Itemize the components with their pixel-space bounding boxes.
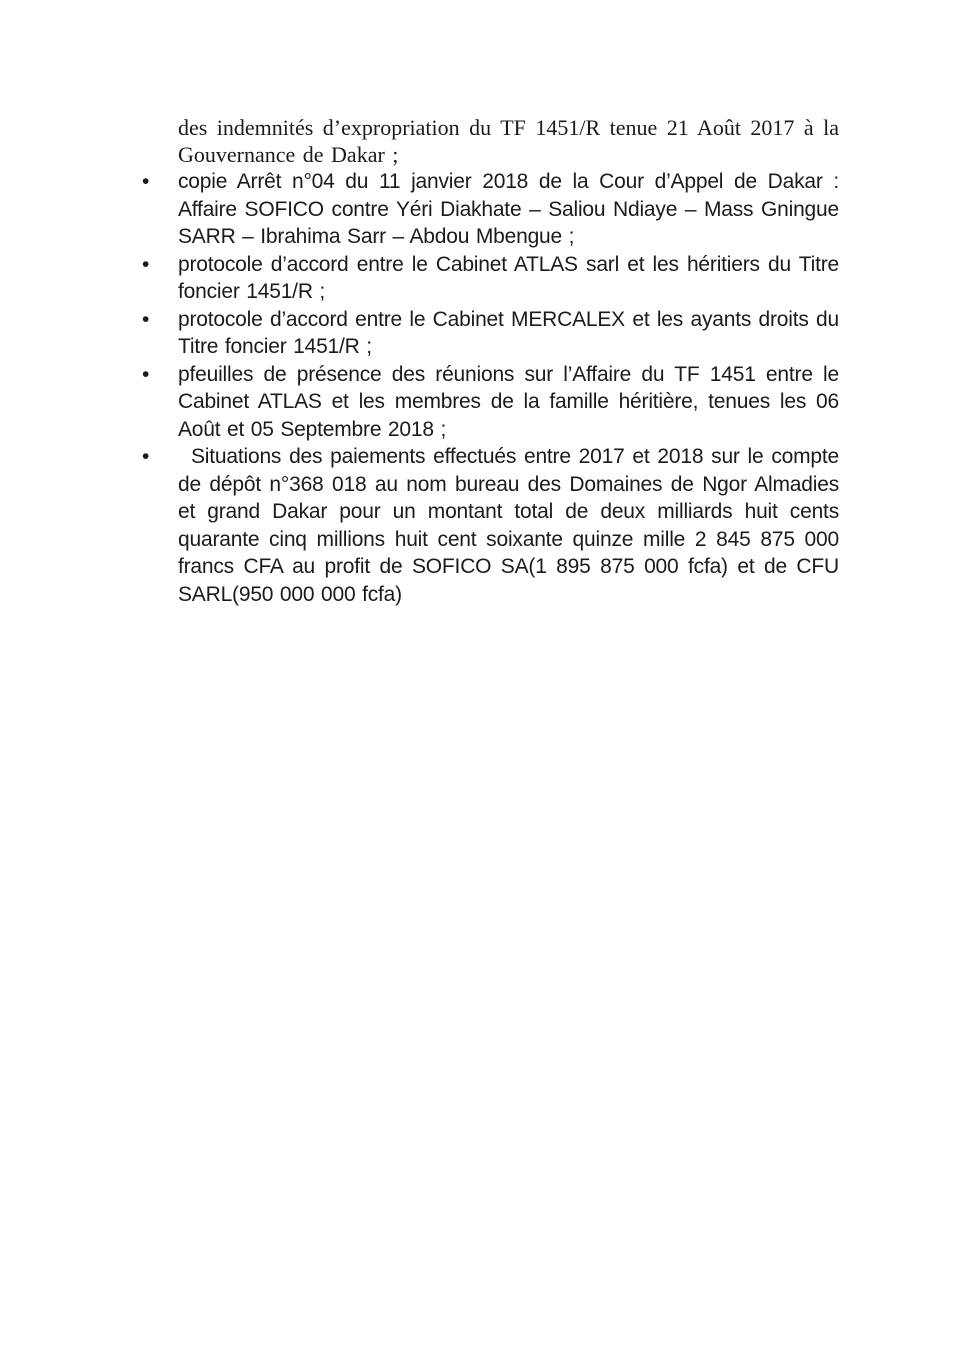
list-item	[142, 443, 839, 608]
bullet-text: Situations des paiements effectués entre 2017 et 2018 sur le compte de dépôt n°368 018 au nom bureau des Domaines de Ngor Almadies et grand Dakar pour un montant total de deux milliards huit cents quarante cinq millions huit cent soixante quinze mille 2 845 875 000 francs CFA au profit de SOFICO SA(1 895 875 000 fcfa) et de CFU SARL(950 000 000 fcfa)	[178, 445, 839, 606]
document-content	[142, 114, 839, 608]
bullet-icon: •	[142, 362, 150, 386]
bullet-text: protocole d’accord entre le Cabinet MERCALEX et les ayants droits du Titre foncier 1451/R ;	[178, 307, 839, 358]
list-item	[142, 168, 839, 251]
list-item	[142, 361, 839, 444]
bullet-text: copie Arrêt n°04 du 11 janvier 2018 de la Cour d’Appel de Dakar : Affaire SOFICO contre Yéri Diakhate – Saliou Ndiaye – Mass Gningue SARR – Ibrahima Sarr – Abdou Mbengue ;	[178, 170, 839, 248]
bullet-icon: •	[142, 170, 150, 193]
bullet-icon: •	[142, 307, 150, 331]
intro-paragraph: des indemnités d’expropriation du TF 1451/R tenue 21 Août 2017 à la Gouvernance de Dakar ;	[178, 115, 839, 167]
bullet-icon: •	[142, 445, 150, 468]
bullet-text: pfeuilles de présence des réunions sur l’Affaire du TF 1451 entre le Cabinet ATLAS et les membres de la famille héritière, tenues les 06 Août et 05 Septembre 2018 ;	[178, 362, 839, 441]
list-item	[142, 306, 839, 361]
bullet-text: protocole d’accord entre le Cabinet ATLAS sarl et les héritiers du Titre foncier 1451/R ;	[178, 252, 839, 303]
bullet-icon: •	[142, 252, 150, 276]
list-item	[142, 251, 839, 306]
